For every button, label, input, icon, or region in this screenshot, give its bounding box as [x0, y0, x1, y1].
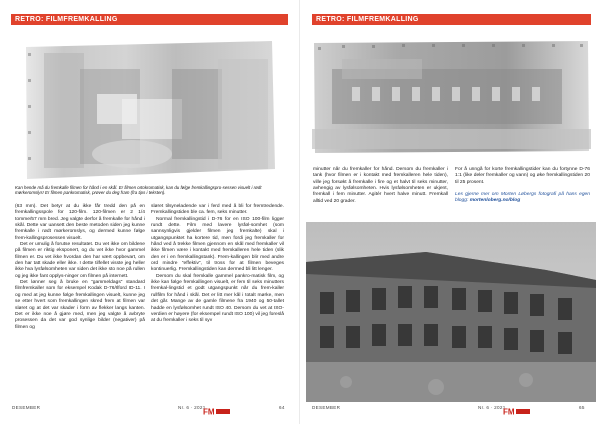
photo-caption: Kan hende må du fremkalle filmen for hånd i en skål. Er filmen ortokromatisk, kan du følge fremkallingspro-sessen visuelt i rødt mørkeromslys! Er filmen pankromatisk, prøver du deg fram (fra tips i teksten).: [15, 185, 262, 196]
building-photo: [306, 222, 596, 402]
footer-month: DESEMBER: [12, 405, 41, 410]
film-negative-photo: [312, 39, 591, 155]
paragraph: (63 mm). Det betyr at du ikke får tredd den på en fremkallingsspole for 120-film. 120-filmen er 2 1/4 tomme/57 mm bred. Jeg valgte derfor å fremkalle for hånd i skål. Dette var uansett den beste metoden siden jeg kunne fremkalle i rødt mørkeromslys, og dermed kunne følge frem-kallingsprosessen visuelt.: [15, 204, 145, 241]
body-column-1: [313, 167, 448, 205]
svg-text:FM: FM: [203, 407, 215, 416]
paragraph: Det er umulig å forutse resultatet. Du vet ikke om bildene på filmen er riktig eksponert, og du vet ikke hvor gammel filmen er. Du vet ikke hvordan den har vært oppbevart, om den har tatt skade eller ikke. I dette tilfellet visste jeg heller ikke hva lysfølsomheten var siden det ikke sto noe på rullen og jeg ikke fant opplys-ninger om filmen på internett.: [15, 242, 145, 279]
blog-link[interactable]: mortenloberg.no/blog: [469, 198, 521, 204]
section-header: RETRO: FILMFREMKALLING: [11, 14, 288, 25]
paragraph: sløret tilsyneladende var i ferd med å bli for fremtredende. Fremkallingstiden ble ca. fem, seks minutter.: [151, 204, 284, 216]
magazine-logo-icon: [503, 403, 531, 416]
blog-note-text: Les gjerne mer om Morten Løbergs fotografi på hans egen blogg:: [455, 192, 590, 204]
section-header: RETRO: FILMFREMKALLING: [312, 14, 591, 25]
footer-page-number: 64: [279, 405, 285, 410]
paragraph: minutter når du fremkaller for hånd. Dersom du fremkaller i tank (hvor filmen er i kontakt med fremkalleren hele tiden), ville jeg forsøkt å fremkalle i fire og et halvt til seks minutter, avhengig av lysfølsomheten. Hvis lysfølsomheten er ukjent, fremkall i fem minutter. Agitér hvert halve minutt. Fremkall alltid ved 20 grader.: [313, 167, 448, 204]
paragraph: Normal fremkallingstid i D-76 for en ISO 100-film ligger rundt dette. Film med lavere lysføl-somhet (som sannsynligvis gjelder filmen jeg fremkalte) skal i utgangspunktet ha kortere tid, men fordi jeg fremkaller for hånd ved å trekke filmen gjennom en skål med fremkaller vil ikke filmen være i kontakt med fremkalleren hele tiden (slik den er i en fremkallingstank). Frem-kallingen blir med andre ord mindre “effektiv”, til tross for at filmen beveges kontinuerlig. Fremkallingstiden kan dermed bli litt lenger.: [151, 216, 284, 273]
paragraph: For å unngå for korte fremkallingstider kan du fortynne D-76 1:1 (like deler fremkaller og vann) og øke fremkallingstiden 20 til 25 prosent.: [455, 167, 590, 185]
body-column-2: [455, 167, 590, 205]
footer-issue: Nr. 6 · 2021: [478, 405, 506, 410]
film-negative-photo: [22, 39, 279, 180]
paragraph: Dersom du skal fremkalle gammel pankro-matisk film, og ikke kan følge fremkallingen visuelt, er fem til seks minutters fremkal-lingstid et godt utgangspunkt når du frem-kaller rullfilm for hånd i skål. Det er litt mer kål i totalt mørke, men det går. Mange av de gamle filmene fra 1940 og 50-tallet hadde en lysfølsomhet rundt ISO 40. Dersom du vet at ISO-verdien er høyere (for eksempel rundt ISO 100) vil jeg foreslå at du fremkaller i seks til syv: [151, 273, 284, 324]
footer-page-number: 65: [579, 405, 585, 410]
paragraph: Det lønner seg å bruke en “gammeldags” standard filmfremkaller som for eksempel Kodak D-76/Ilford ID-11. I og med at jeg kunne følge fremkallingen visuelt, kunne jeg se etter hvert som fremkallingen skred frem at filmen var sløret og at det var skader i form av flekker langs kanten. Det er ikke noe å gjøre med, men jeg valgte å avbryte prosessen da det var god synlige bilder (negativer) på filmen og: [15, 280, 145, 330]
footer-month: DESEMBER: [312, 405, 341, 410]
magazine-logo-icon: [203, 403, 231, 416]
svg-text:FM: FM: [503, 407, 515, 416]
body-column-1: [15, 204, 145, 331]
body-column-2: [151, 204, 284, 325]
footer-issue: Nr. 6 · 2021: [178, 405, 206, 410]
blog-note: [455, 192, 590, 205]
